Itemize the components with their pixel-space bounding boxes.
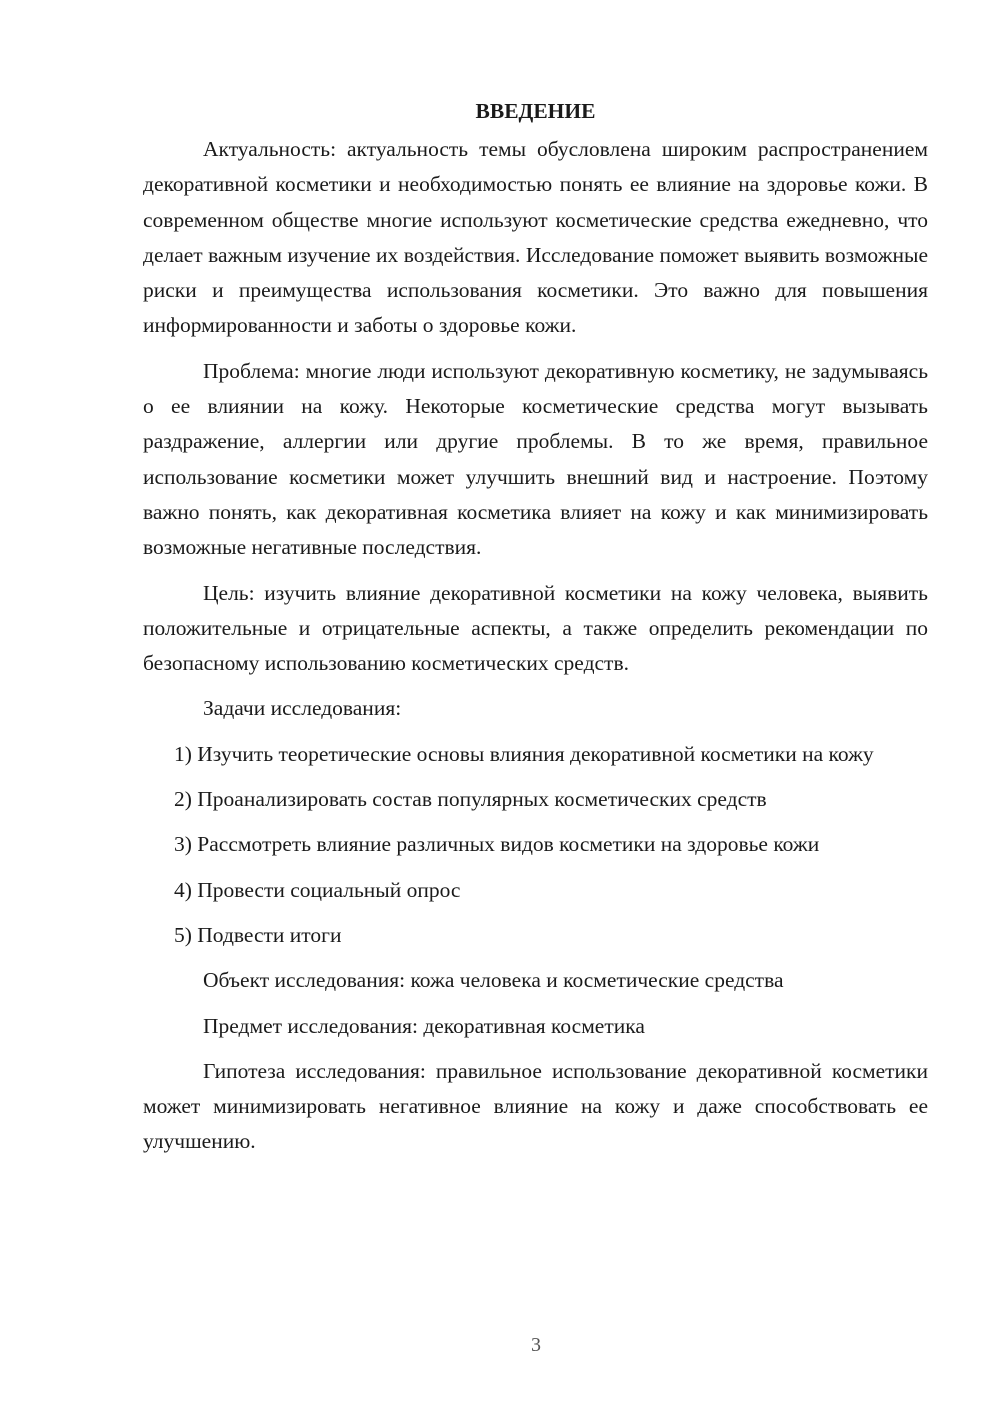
task-item: 5) Подвести итоги [174, 922, 342, 947]
document-page [143, 96, 928, 1170]
task-item: 1) Изучить теоретические основы влияния декоративной косметики на кожу [174, 741, 874, 766]
task-item: 3) Рассмотреть влияние различных видов косметики на здоровье кожи [174, 832, 820, 857]
page-title: ВВЕДЕНИЕ [475, 99, 596, 123]
hypothesis-paragraph: Гипотеза исследования: правильное использование декоративной косметики может минимизировать негативное влияние на кожу и даже способствовать ее улучшению. [143, 1058, 928, 1154]
page-number: 3 [531, 1334, 541, 1356]
subject-line: Предмет исследования: декоративная косметика [203, 1013, 645, 1038]
tasks-list [143, 737, 928, 953]
task-item: 2) Проанализировать состав популярных косметических средств [174, 787, 767, 812]
task-item: 4) Провести социальный опрос [174, 877, 461, 902]
problem-paragraph: Проблема: многие люди используют декоративную косметику, не задумываясь о ее влиянии на кожу. Некоторые косметические средства могут вызывать раздражение, аллергии или другие проблемы. В то же время, правильное использование косметики может улучшить внешний вид и настроение. Поэтому важно понять, как декоративная косметика влияет на кожу и как минимизировать возможные негативные последствия. [143, 358, 928, 560]
tasks-heading: Задачи исследования: [203, 696, 402, 721]
object-line: Объект исследования: кожа человека и косметические средства [203, 968, 784, 993]
relevance-paragraph: Актуальность: актуальность темы обусловлена широким распространением декоративной косметики и необходимостью понять ее влияние на здоровье кожи. В современном обществе многие используют косметические средства ежедневно, что делает важным изучение их воздействия. Исследование поможет выявить возможные риски и преимущества использования косметики. Это важно для повышения информированности и заботы о здоровье кожи. [143, 137, 928, 338]
goal-paragraph: Цель: изучить влияние декоративной косметики на кожу человека, выявить положительные и отрицательные аспекты, а также определить рекомендации по безопасному использованию косметических средств. [143, 580, 928, 676]
